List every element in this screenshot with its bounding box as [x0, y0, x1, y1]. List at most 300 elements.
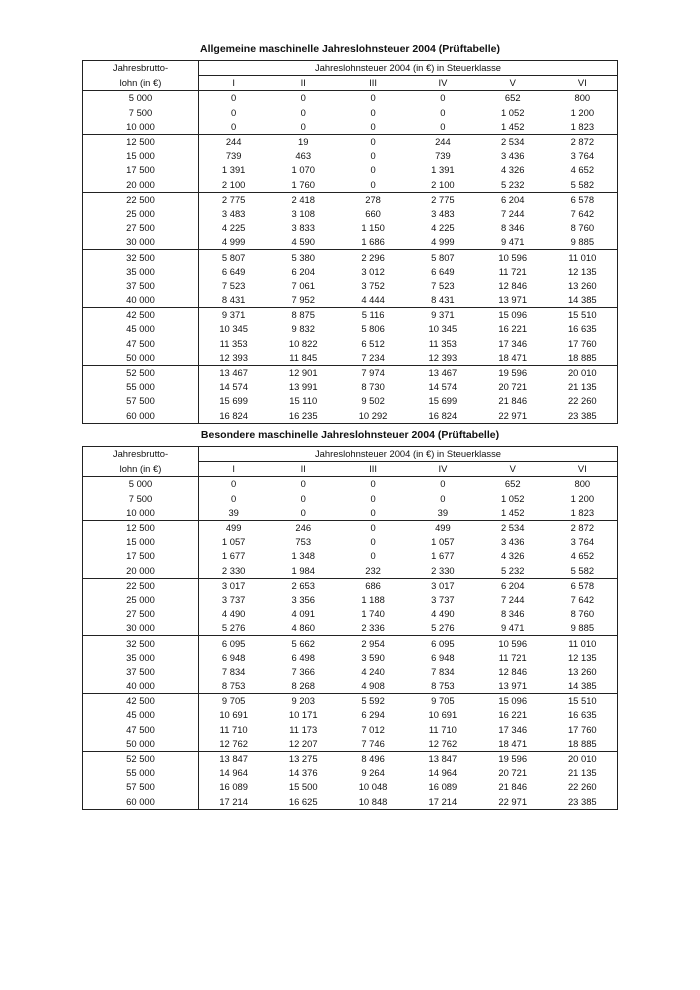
cell-steuer: 3 356	[291, 593, 315, 605]
header-lohn-line1: Jahresbrutto-	[83, 61, 199, 76]
cell-steuer: 12 901	[268, 365, 338, 380]
cell-steuer: 2 100	[431, 178, 455, 190]
table-row	[83, 163, 618, 177]
cell-steuer: 11 845	[289, 351, 318, 363]
cell-steuer: 244	[408, 134, 478, 149]
cell-steuer: 15 096	[478, 308, 548, 323]
cell-steuer: 18 885	[567, 351, 597, 363]
cell-steuer: 16 221	[498, 323, 528, 335]
cell-steuer: 8 346	[500, 222, 525, 234]
cell-steuer: 13 847	[199, 751, 269, 766]
cell-steuer: 1 677	[221, 550, 246, 562]
cell-steuer: 5 592	[338, 694, 408, 709]
cell-steuer: 17 214	[428, 795, 458, 807]
cell-steuer: 8 431	[431, 294, 455, 306]
cell-steuer: 6 948	[221, 651, 246, 663]
cell-steuer: 6 649	[431, 265, 455, 277]
table-row	[83, 337, 618, 351]
cell-steuer: 11 353	[219, 337, 248, 349]
cell-bruttolohn: 27 500	[83, 221, 199, 235]
cell-steuer: 9 471	[500, 622, 525, 634]
cell-steuer: 0	[370, 120, 376, 132]
cell-steuer: 14 964	[428, 767, 458, 779]
cell-steuer: 2 775	[199, 192, 269, 207]
table-row	[83, 221, 618, 235]
cell-steuer: 19 596	[478, 365, 548, 380]
cell-steuer: 2 336	[361, 622, 385, 634]
table-row	[83, 492, 618, 506]
cell-bruttolohn: 40 000	[83, 293, 199, 308]
cell-bruttolohn: 17 500	[83, 549, 199, 563]
cell-steuer: 3 752	[361, 279, 385, 291]
cell-bruttolohn: 57 500	[83, 780, 199, 794]
cell-steuer: 5 276	[431, 622, 455, 634]
cell-steuer: 9 502	[361, 395, 385, 407]
cell-steuer: 3 012	[361, 265, 385, 277]
cell-steuer: 1 057	[431, 536, 455, 548]
cell-bruttolohn: 50 000	[83, 737, 199, 752]
table-section-besondere	[82, 428, 618, 810]
cell-bruttolohn: 22 500	[83, 192, 199, 207]
table-row	[83, 651, 618, 665]
cell-steuer: 652	[504, 92, 521, 104]
table-body	[83, 91, 618, 423]
cell-steuer: 0	[370, 506, 376, 518]
cell-steuer: 2 296	[338, 250, 408, 265]
cell-steuer: 7 012	[361, 723, 385, 735]
table-title: Besondere maschinelle Jahreslohnsteuer 2004 (Prüftabelle)	[200, 429, 500, 441]
cell-steuer: 1 677	[431, 550, 455, 562]
cell-steuer: 17 346	[498, 723, 528, 735]
table-row	[83, 308, 618, 323]
table-row	[83, 795, 618, 810]
cell-bruttolohn: 32 500	[83, 636, 199, 651]
class-header: II	[268, 76, 338, 91]
cell-bruttolohn: 60 000	[83, 795, 199, 810]
cell-steuer: 12 135	[567, 651, 597, 663]
cell-steuer: 800	[574, 478, 591, 490]
table-row	[83, 564, 618, 579]
cell-steuer: 13 467	[199, 365, 269, 380]
class-header: V	[478, 462, 548, 477]
table-row	[83, 192, 618, 207]
cell-steuer: 7 952	[291, 294, 315, 306]
cell-steuer: 22 971	[498, 795, 528, 807]
cell-steuer: 11 010	[548, 636, 618, 651]
cell-steuer: 12 846	[498, 279, 528, 291]
cell-steuer: 9 471	[500, 236, 525, 248]
cell-steuer: 4 999	[221, 236, 246, 248]
cell-steuer: 8 730	[361, 381, 385, 393]
cell-steuer: 6 294	[361, 709, 385, 721]
cell-steuer: 4 444	[361, 294, 385, 306]
cell-steuer: 11 710	[428, 723, 457, 735]
cell-steuer: 3 483	[221, 207, 246, 219]
cell-steuer: 0	[370, 492, 376, 504]
class-header: I	[199, 462, 269, 477]
header-steuerklasse: Jahreslohnsteuer 2004 (in €) in Steuerklasse	[199, 61, 618, 76]
cell-steuer: 9 885	[570, 622, 595, 634]
cell-steuer: 16 221	[498, 709, 528, 721]
cell-bruttolohn: 25 000	[83, 593, 199, 607]
table-row	[83, 636, 618, 651]
table-row	[83, 380, 618, 394]
cell-steuer: 8 760	[570, 222, 595, 234]
cell-bruttolohn: 55 000	[83, 766, 199, 780]
table-row	[83, 134, 618, 149]
cell-steuer: 3 017	[408, 578, 478, 593]
cell-steuer: 12 207	[288, 737, 318, 749]
cell-bruttolohn: 35 000	[83, 265, 199, 279]
cell-steuer: 12 135	[567, 265, 597, 277]
cell-steuer: 5 276	[221, 622, 246, 634]
table-row	[83, 621, 618, 636]
cell-steuer: 7 974	[338, 365, 408, 380]
cell-steuer: 0	[338, 134, 408, 149]
cell-bruttolohn: 25 000	[83, 207, 199, 221]
cell-steuer: 278	[338, 192, 408, 207]
tax-table-allgemeine	[82, 60, 618, 424]
cell-bruttolohn: 20 000	[83, 564, 199, 579]
cell-steuer: 14 964	[219, 767, 248, 779]
cell-steuer: 4 860	[291, 622, 315, 634]
cell-steuer: 0	[440, 106, 446, 118]
cell-steuer: 16 635	[567, 709, 597, 721]
cell-steuer: 7 366	[291, 665, 315, 677]
cell-steuer: 5 582	[570, 178, 595, 190]
cell-steuer: 2 653	[268, 578, 338, 593]
table-body	[83, 477, 618, 809]
table-row	[83, 120, 618, 135]
cell-steuer: 19 596	[478, 751, 548, 766]
cell-steuer: 1 200	[570, 106, 595, 118]
cell-steuer: 14 574	[428, 381, 458, 393]
cell-bruttolohn: 52 500	[83, 751, 199, 766]
cell-steuer: 13 467	[408, 365, 478, 380]
cell-steuer: 2 872	[548, 134, 618, 149]
cell-steuer: 1 686	[361, 236, 385, 248]
cell-steuer: 14 574	[219, 381, 248, 393]
cell-steuer: 39	[228, 506, 239, 518]
cell-steuer: 2 330	[221, 564, 246, 576]
table-title: Allgemeine maschinelle Jahreslohnsteuer 2004 (Prüftabelle)	[200, 43, 500, 55]
table-row	[83, 106, 618, 120]
cell-bruttolohn: 37 500	[83, 279, 199, 293]
cell-steuer: 5 582	[570, 564, 595, 576]
cell-steuer: 2 534	[478, 134, 548, 149]
cell-steuer: 15 110	[289, 395, 318, 407]
cell-steuer: 0	[370, 150, 376, 162]
cell-steuer: 1 052	[500, 106, 525, 118]
cell-steuer: 0	[231, 492, 237, 504]
cell-steuer: 0	[300, 492, 306, 504]
cell-steuer: 8 753	[431, 680, 455, 692]
cell-steuer: 23 385	[567, 409, 597, 421]
cell-steuer: 1 391	[431, 164, 455, 176]
cell-steuer: 6 095	[408, 636, 478, 651]
cell-steuer: 21 846	[498, 395, 528, 407]
cell-steuer: 14 385	[567, 294, 597, 306]
cell-steuer: 4 652	[570, 550, 595, 562]
cell-steuer: 9 203	[268, 694, 338, 709]
cell-bruttolohn: 47 500	[83, 337, 199, 351]
cell-steuer: 6 578	[548, 192, 618, 207]
cell-steuer: 800	[574, 92, 591, 104]
table-row	[83, 607, 618, 621]
cell-steuer: 1 984	[291, 564, 315, 576]
class-header: III	[338, 76, 408, 91]
cell-bruttolohn: 30 000	[83, 621, 199, 636]
cell-steuer: 2 100	[221, 178, 246, 190]
cell-steuer: 4 590	[291, 236, 315, 248]
cell-steuer: 39	[437, 506, 449, 518]
cell-steuer: 9 705	[408, 694, 478, 709]
cell-bruttolohn: 7 500	[83, 106, 199, 120]
cell-steuer: 23 385	[567, 795, 597, 807]
cell-bruttolohn: 45 000	[83, 708, 199, 722]
table-row	[83, 578, 618, 593]
cell-steuer: 7 234	[361, 351, 385, 363]
table-row	[83, 520, 618, 535]
cell-steuer: 17 346	[498, 337, 528, 349]
cell-steuer: 0	[300, 506, 306, 518]
table-row	[83, 279, 618, 293]
cell-steuer: 10 596	[478, 636, 548, 651]
table-row	[83, 293, 618, 308]
cell-bruttolohn: 47 500	[83, 723, 199, 737]
cell-steuer: 13 260	[567, 665, 597, 677]
cell-steuer: 3 833	[291, 222, 315, 234]
cell-steuer: 10 691	[428, 709, 458, 721]
cell-steuer: 16 824	[428, 409, 458, 421]
cell-steuer: 0	[440, 478, 446, 490]
cell-steuer: 0	[231, 120, 237, 132]
cell-bruttolohn: 17 500	[83, 163, 199, 177]
cell-steuer: 753	[295, 536, 312, 548]
class-header: I	[199, 76, 269, 91]
cell-steuer: 10 171	[288, 709, 318, 721]
table-row	[83, 91, 618, 106]
cell-steuer: 1 057	[221, 536, 246, 548]
cell-steuer: 4 490	[221, 608, 246, 620]
cell-steuer: 13 275	[268, 751, 338, 766]
cell-steuer: 0	[440, 92, 446, 104]
cell-steuer: 10 345	[219, 323, 248, 335]
cell-bruttolohn: 57 500	[83, 394, 199, 408]
cell-steuer: 0	[231, 106, 237, 118]
cell-steuer: 739	[225, 150, 242, 162]
cell-steuer: 13 260	[567, 279, 597, 291]
cell-steuer: 13 971	[498, 680, 528, 692]
cell-bruttolohn: 55 000	[83, 380, 199, 394]
cell-steuer: 7 834	[431, 665, 455, 677]
cell-steuer: 1 740	[361, 608, 385, 620]
cell-steuer: 12 846	[498, 665, 528, 677]
table-row	[83, 250, 618, 265]
cell-steuer: 22 971	[498, 409, 528, 421]
cell-steuer: 15 500	[288, 781, 318, 793]
cell-steuer: 1 070	[291, 164, 315, 176]
cell-steuer: 13 971	[498, 294, 528, 306]
cell-steuer: 10 292	[358, 409, 388, 421]
cell-steuer: 0	[370, 92, 376, 104]
table-row	[83, 351, 618, 366]
class-header: II	[268, 462, 338, 477]
cell-bruttolohn: 20 000	[83, 178, 199, 193]
cell-steuer: 5 806	[361, 323, 385, 335]
cell-steuer: 2 954	[338, 636, 408, 651]
table-row	[83, 665, 618, 679]
cell-steuer: 1 823	[570, 506, 595, 518]
cell-steuer: 15 510	[548, 308, 618, 323]
cell-steuer: 0	[370, 106, 376, 118]
table-row	[83, 409, 618, 424]
table-row	[83, 679, 618, 694]
cell-steuer: 6 948	[431, 651, 455, 663]
cell-steuer: 7 244	[500, 593, 525, 605]
cell-steuer: 2 872	[548, 520, 618, 535]
cell-steuer: 3 737	[431, 593, 455, 605]
cell-bruttolohn: 27 500	[83, 607, 199, 621]
cell-steuer: 11 010	[548, 250, 618, 265]
cell-steuer: 3 483	[431, 207, 455, 219]
cell-steuer: 21 135	[567, 381, 597, 393]
cell-steuer: 7 523	[431, 279, 455, 291]
cell-bruttolohn: 42 500	[83, 694, 199, 709]
cell-steuer: 4 326	[500, 164, 525, 176]
cell-steuer: 739	[435, 150, 451, 162]
cell-steuer: 7 244	[500, 207, 525, 219]
header-lohn-line1: Jahresbrutto-	[83, 447, 199, 462]
cell-steuer: 244	[199, 134, 269, 149]
cell-steuer: 0	[370, 178, 376, 190]
table-row	[83, 549, 618, 563]
cell-steuer: 246	[268, 520, 338, 535]
header-lohn-line2: lohn (in €)	[83, 462, 199, 477]
cell-steuer: 20 721	[498, 767, 528, 779]
cell-steuer: 0	[338, 520, 408, 535]
cell-steuer: 5 380	[268, 250, 338, 265]
cell-steuer: 8 875	[268, 308, 338, 323]
cell-steuer: 4 999	[431, 236, 455, 248]
header-steuerklasse: Jahreslohnsteuer 2004 (in €) in Steuerklasse	[199, 447, 618, 462]
cell-steuer: 10 848	[358, 795, 388, 807]
cell-steuer: 0	[231, 92, 237, 104]
header-lohn-line2: lohn (in €)	[83, 76, 199, 91]
cell-steuer: 3 590	[361, 651, 385, 663]
cell-steuer: 4 326	[500, 550, 525, 562]
cell-steuer: 16 635	[567, 323, 597, 335]
cell-bruttolohn: 22 500	[83, 578, 199, 593]
cell-steuer: 7 746	[361, 737, 385, 749]
cell-steuer: 10 691	[219, 709, 248, 721]
cell-steuer: 1 348	[291, 550, 315, 562]
cell-steuer: 20 010	[548, 365, 618, 380]
cell-steuer: 14 385	[567, 680, 597, 692]
cell-bruttolohn: 40 000	[83, 679, 199, 694]
cell-steuer: 652	[504, 478, 521, 490]
cell-steuer: 14 376	[288, 767, 318, 779]
cell-steuer: 11 721	[498, 651, 527, 663]
cell-steuer: 19	[268, 134, 338, 149]
class-header: III	[338, 462, 408, 477]
cell-steuer: 10 048	[358, 781, 388, 793]
cell-steuer: 2 330	[431, 564, 455, 576]
cell-steuer: 3 436	[500, 536, 525, 548]
table-row	[83, 322, 618, 336]
cell-steuer: 5 807	[408, 250, 478, 265]
cell-bruttolohn: 12 500	[83, 520, 199, 535]
cell-steuer: 13 847	[408, 751, 478, 766]
table-row	[83, 694, 618, 709]
cell-steuer: 1 452	[500, 506, 525, 518]
cell-steuer: 9 371	[408, 308, 478, 323]
cell-steuer: 0	[370, 536, 376, 548]
table-row	[83, 593, 618, 607]
cell-bruttolohn: 30 000	[83, 235, 199, 250]
class-header: IV	[408, 76, 478, 91]
cell-steuer: 11 353	[428, 337, 457, 349]
cell-steuer: 15 699	[219, 395, 248, 407]
cell-steuer: 11 710	[219, 723, 248, 735]
cell-steuer: 3 436	[500, 150, 525, 162]
cell-steuer: 0	[440, 120, 446, 132]
cell-steuer: 232	[365, 564, 381, 576]
table-row	[83, 178, 618, 193]
cell-steuer: 6 512	[361, 337, 385, 349]
cell-steuer: 3 737	[221, 593, 246, 605]
cell-steuer: 5 807	[199, 250, 269, 265]
cell-steuer: 8 346	[500, 608, 525, 620]
cell-steuer: 10 822	[288, 337, 318, 349]
cell-steuer: 11 173	[289, 723, 318, 735]
cell-steuer: 4 225	[221, 222, 246, 234]
table-row	[83, 737, 618, 752]
cell-bruttolohn: 37 500	[83, 665, 199, 679]
table-row	[83, 535, 618, 549]
cell-steuer: 6 204	[478, 192, 548, 207]
cell-steuer: 10 345	[428, 323, 458, 335]
cell-bruttolohn: 60 000	[83, 409, 199, 424]
cell-steuer: 17 760	[567, 723, 597, 735]
class-header: VI	[548, 462, 618, 477]
cell-steuer: 3 108	[291, 207, 315, 219]
cell-bruttolohn: 5 000	[83, 91, 199, 106]
table-row	[83, 394, 618, 408]
cell-steuer: 16 089	[219, 781, 248, 793]
table-row	[83, 723, 618, 737]
cell-steuer: 15 699	[428, 395, 458, 407]
cell-steuer: 499	[199, 520, 269, 535]
cell-steuer: 16 089	[428, 781, 458, 793]
cell-steuer: 9 832	[291, 323, 315, 335]
cell-bruttolohn: 42 500	[83, 308, 199, 323]
tax-table-besondere	[82, 446, 618, 810]
cell-steuer: 4 240	[361, 665, 385, 677]
cell-steuer: 5 232	[500, 178, 525, 190]
cell-bruttolohn: 45 000	[83, 322, 199, 336]
cell-steuer: 9 885	[570, 236, 595, 248]
cell-bruttolohn: 5 000	[83, 477, 199, 492]
cell-bruttolohn: 10 000	[83, 120, 199, 135]
cell-steuer: 2 418	[268, 192, 338, 207]
cell-steuer: 1 823	[570, 120, 595, 132]
cell-steuer: 4 490	[431, 608, 455, 620]
cell-steuer: 660	[365, 207, 381, 219]
cell-steuer: 0	[440, 492, 446, 504]
cell-steuer: 5 232	[500, 564, 525, 576]
cell-steuer: 8 496	[338, 751, 408, 766]
